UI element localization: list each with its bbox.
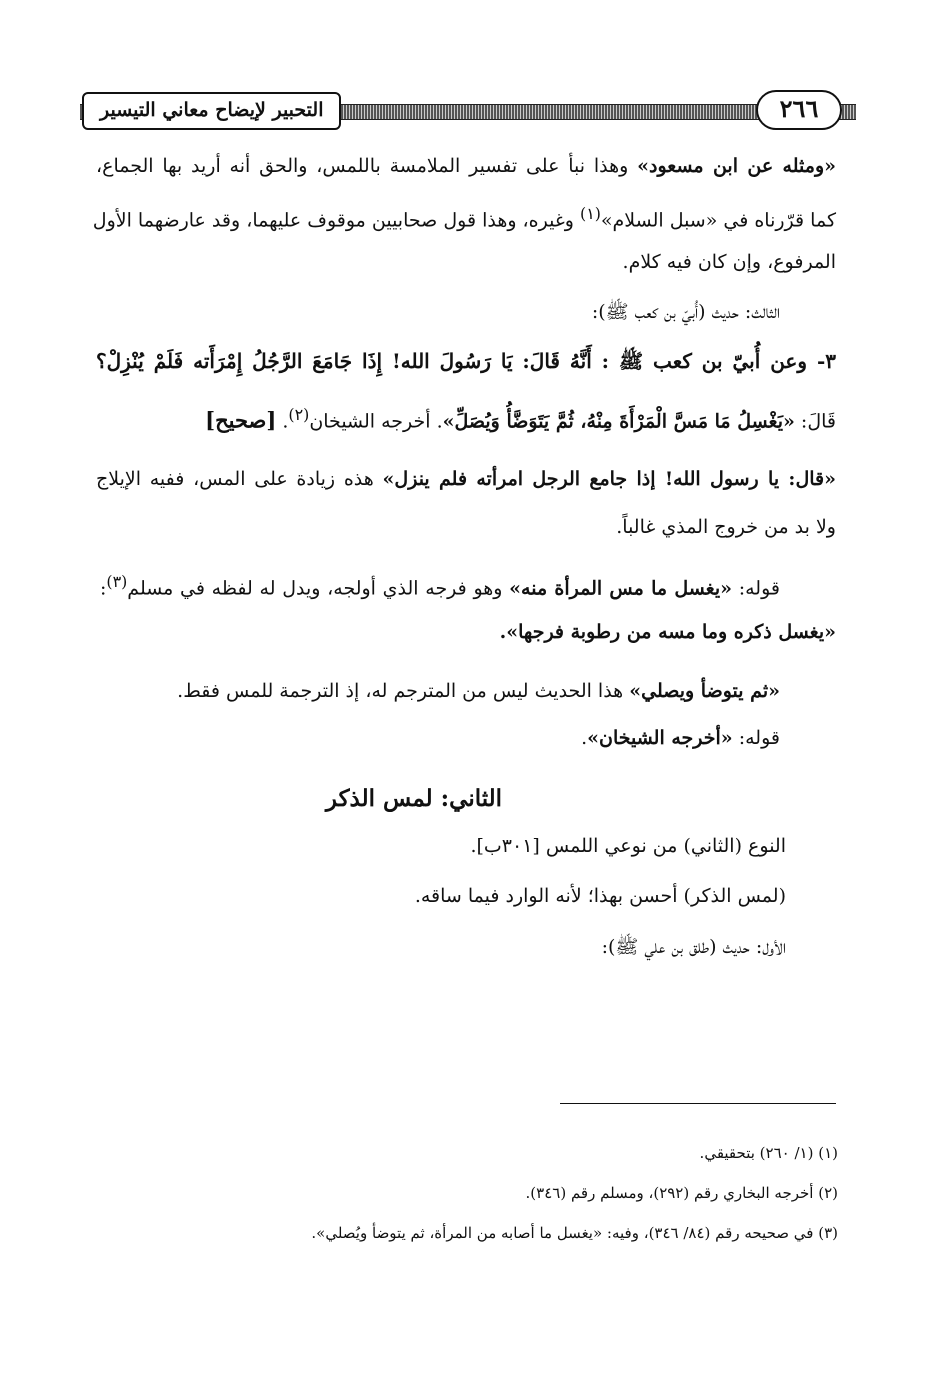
- footnote-ref-3: (٣): [106, 572, 128, 591]
- footnote-ref-1: (١): [580, 204, 601, 223]
- section-title: الثاني: لمس الذكر: [325, 785, 503, 812]
- text-line-11: «ثم يتوضأ ويصلي» هذا الحديث ليس من المترجم له، إذ الترجمة للمس فقط.: [177, 680, 780, 702]
- text-line-3: المرفوع، وإن كان فيه كلام.: [622, 251, 836, 273]
- text-line-13: النوع (الثاني) من نوعي اللمس [٣٠١ب].: [470, 835, 786, 857]
- hadith-3-answer: قَالَ: «يَغْسِلُ مَا مَسَّ الْمَرْأَةَ مِنْهُ، ثُمَّ يَتَوَضَّأُ وَيُصَلِّ». أخرجه الشيخان$^{(٢)}$. [صحيح]: [205, 405, 836, 433]
- hadith-3-text: ٣- وعن أُبيّ بن كعب ﷺ : أَنَّهُ قَالَ: يَا رَسُولَ الله! إِذَا جَامَعَ الرَّجُلُ إِمْرَأَته فَلَمْ يُنْزِلْ؟: [96, 349, 836, 373]
- hadith-grade: [صحيح]: [205, 407, 277, 433]
- text-line-12: قوله: «أخرجه الشيخان».: [581, 727, 780, 749]
- text-line-15: الأول: حديث (طلق بن علي ﷺ):: [601, 936, 786, 958]
- footnote-divider: [560, 1103, 836, 1104]
- page-header: [80, 88, 856, 132]
- footnote-1: (١) (١/ ٢٦٠) بتحقيقي.: [699, 1144, 838, 1162]
- page-number: ٢٦٦: [756, 90, 842, 130]
- footnote-ref-2: (٢): [288, 405, 310, 424]
- text-line-10: «يغسل ذكره وما مسه من رطوبة فرجها».: [499, 621, 836, 643]
- footnote-2: (٢) أخرجه البخاري رقم (٢٩٢)، ومسلم رقم (٣٤٦).: [525, 1184, 838, 1202]
- text-line-7: «قال: يا رسول الله! إذا جامع الرجل امرأته فلم ينزل» هذه زيادة على المس، ففيه الإيلاج: [96, 468, 837, 490]
- text-line-2: كما قرّرناه في «سبل السلام»$^{(١)}$ وغيره، وهذا قول صحابيين موقوف عليهما، وقد عارضهما الأول: [92, 204, 836, 232]
- book-title: التحبير لإيضاح معاني التيسير: [82, 92, 341, 130]
- text-line-1: «ومثله عن ابن مسعود» وهذا نبأ على تفسير الملامسة باللمس، والحق أنه أريد بها الجماع،: [96, 155, 836, 177]
- hadith-heading-3: الثالث: حديث (أُبيّ بن كعب ﷺ):: [591, 301, 780, 323]
- footnote-3: (٣) في صحيحه رقم (٨٤/ ٣٤٦)، وفيه: «يغسل ما أصابه من المرأة، ثم يتوضأ ويُصلي».: [311, 1224, 838, 1242]
- text-line-9: قوله: «يغسل ما مس المرأة منه» وهو فرجه الذي أولجه، ويدل له لفظه في مسلم$^{(٣)}$:: [100, 572, 780, 600]
- text-line-14: (لمس الذكر) أحسن بهذا؛ لأنه الوارد فيما ساقه.: [414, 885, 786, 907]
- text-line-8: ولا بد من خروج المذي غالباً.: [616, 516, 836, 538]
